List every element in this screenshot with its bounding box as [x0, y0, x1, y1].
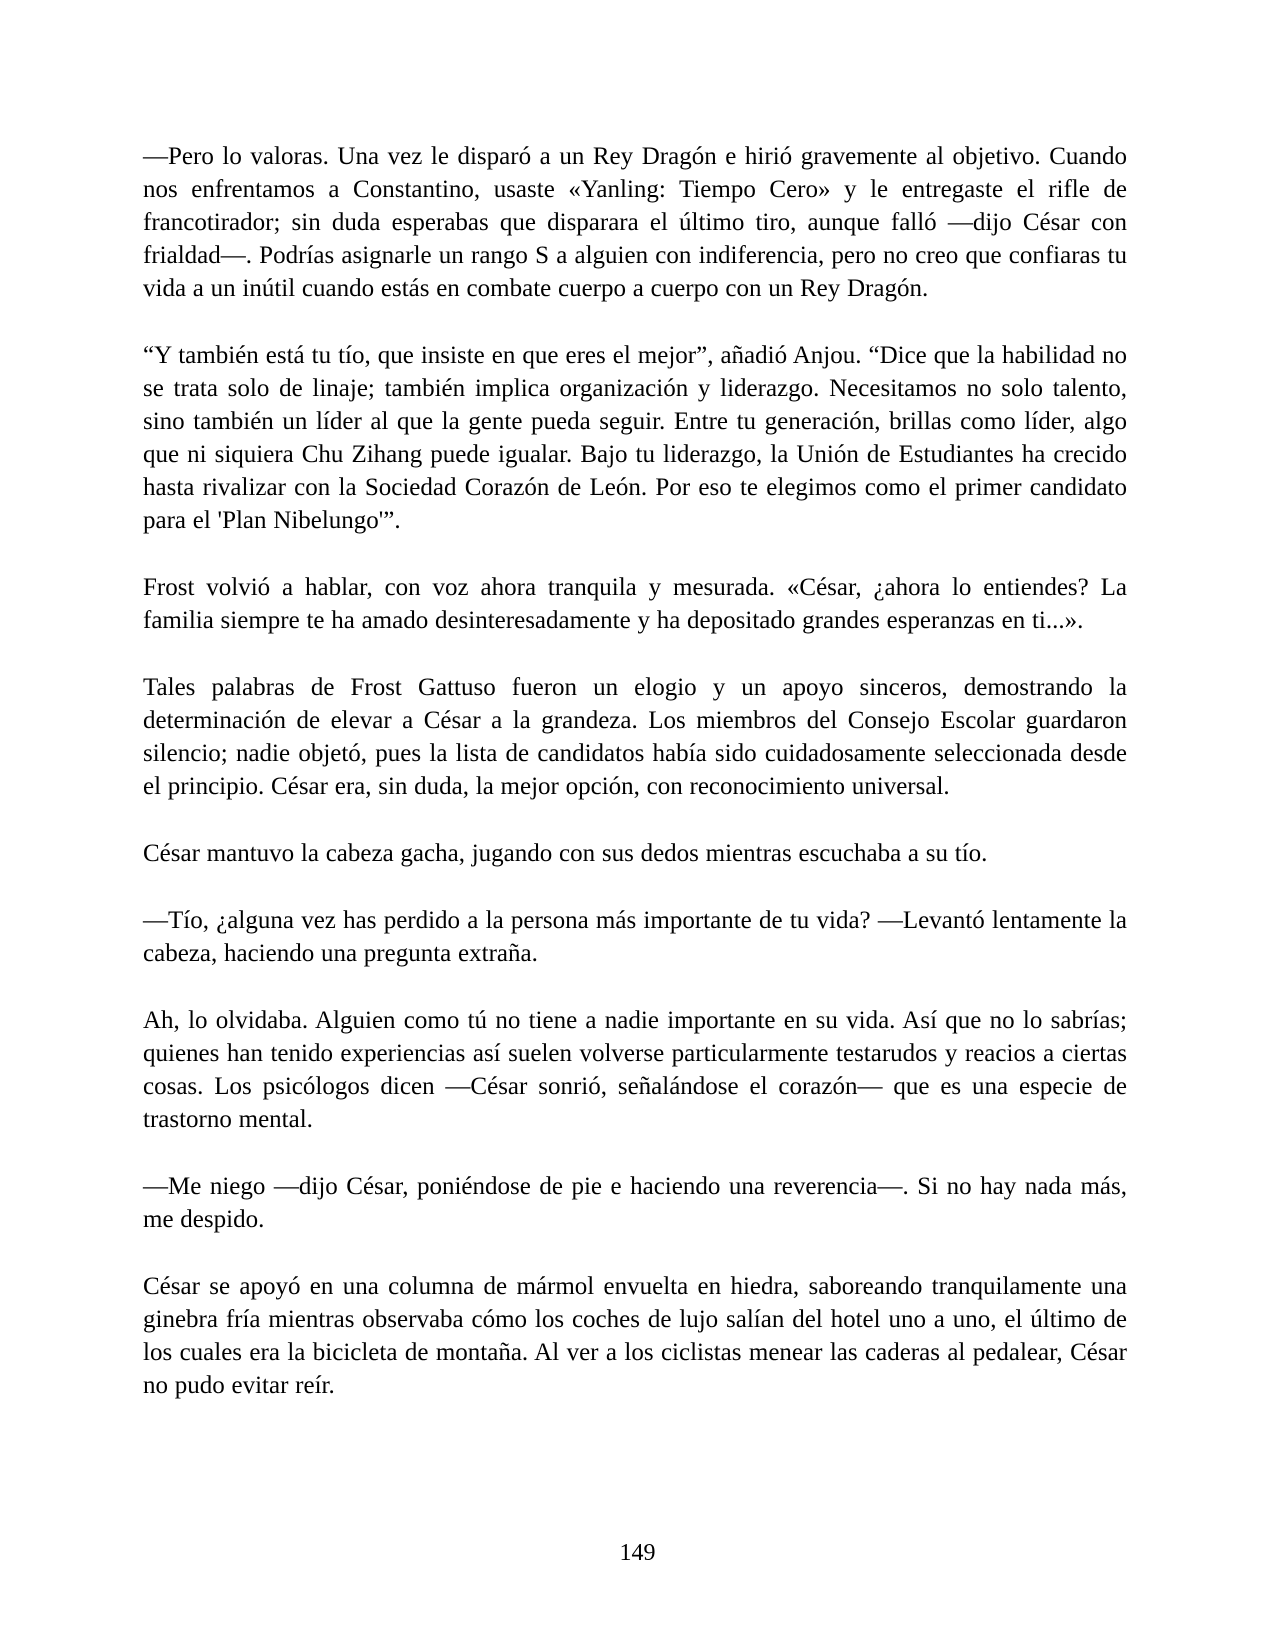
paragraph-1: —Pero lo valoras. Una vez le disparó a un Rey Dragón e hirió gravemente al objetivo. Cuando nos enfrentamos a Constantino, usaste «Yanling: Tiempo Cero» y le entregaste el rifle de francotirador; sin duda esperabas que disparara el último tiro, aunque falló —dijo César con frialdad—. Podrías asignarle un rango S a alguien con indiferencia, pero no creo que confiaras tu vida a un inútil cuando estás en combate cuerpo a cuerpo con un Rey Dragón.	[143, 143, 1127, 302]
paragraph-3: Frost volvió a hablar, con voz ahora tranquila y mesurada. «César, ¿ahora lo entiendes? La familia siempre te ha amado desinteresadamente y ha depositado grandes esperanzas en ti...».	[143, 574, 1127, 634]
paragraph-9: César se apoyó en una columna de mármol envuelta en hiedra, saboreando tranquilamente una ginebra fría mientras observaba cómo los coches de lujo salían del hotel uno a uno, el último de los cuales era la bicicleta de montaña. Al ver a los ciclistas menear las caderas al pedalear, César no pudo evitar reír.	[143, 1273, 1127, 1399]
paragraph-8: —Me niego —dijo César, poniéndose de pie e haciendo una reverencia—. Si no hay nada más, me despido.	[143, 1173, 1127, 1233]
paragraph-6: —Tío, ¿alguna vez has perdido a la persona más importante de tu vida? —Levantó lentamente la cabeza, haciendo una pregunta extraña.	[143, 907, 1127, 967]
paragraph-7: Ah, lo olvidaba. Alguien como tú no tiene a nadie importante en su vida. Así que no lo sabrías; quienes han tenido experiencias así suelen volverse particularmente testarudos y reacios a ciertas cosas. Los psicólogos dicen —César sonrió, señalándose el corazón— que es una especie de trastorno mental.	[143, 1007, 1127, 1133]
paragraph-2: “Y también está tu tío, que insiste en que eres el mejor”, añadió Anjou. “Dice que la habilidad no se trata solo de linaje; también implica organización y liderazgo. Necesitamos no solo talento, sino también un líder al que la gente pueda seguir. Entre tu generación, brillas como líder, algo que ni siquiera Chu Zihang puede igualar. Bajo tu liderazgo, la Unión de Estudiantes ha crecido hasta rivalizar con la Sociedad Corazón de León. Por eso te elegimos como el primer candidato para el 'Plan Nibelungo'”.	[143, 342, 1127, 534]
page-text-block	[143, 140, 1127, 1436]
paragraph-5: César mantuvo la cabeza gacha, jugando con sus dedos mientras escuchaba a su tío.	[143, 840, 988, 867]
paragraph-4: Tales palabras de Frost Gattuso fueron un elogio y un apoyo sinceros, demostrando la determinación de elevar a César a la grandeza. Los miembros del Consejo Escolar guardaron silencio; nadie objetó, pues la lista de candidatos había sido cuidadosamente seleccionada desde el principio. César era, sin duda, la mejor opción, con reconocimiento universal.	[143, 674, 1127, 800]
page-number: 149	[619, 1540, 656, 1566]
